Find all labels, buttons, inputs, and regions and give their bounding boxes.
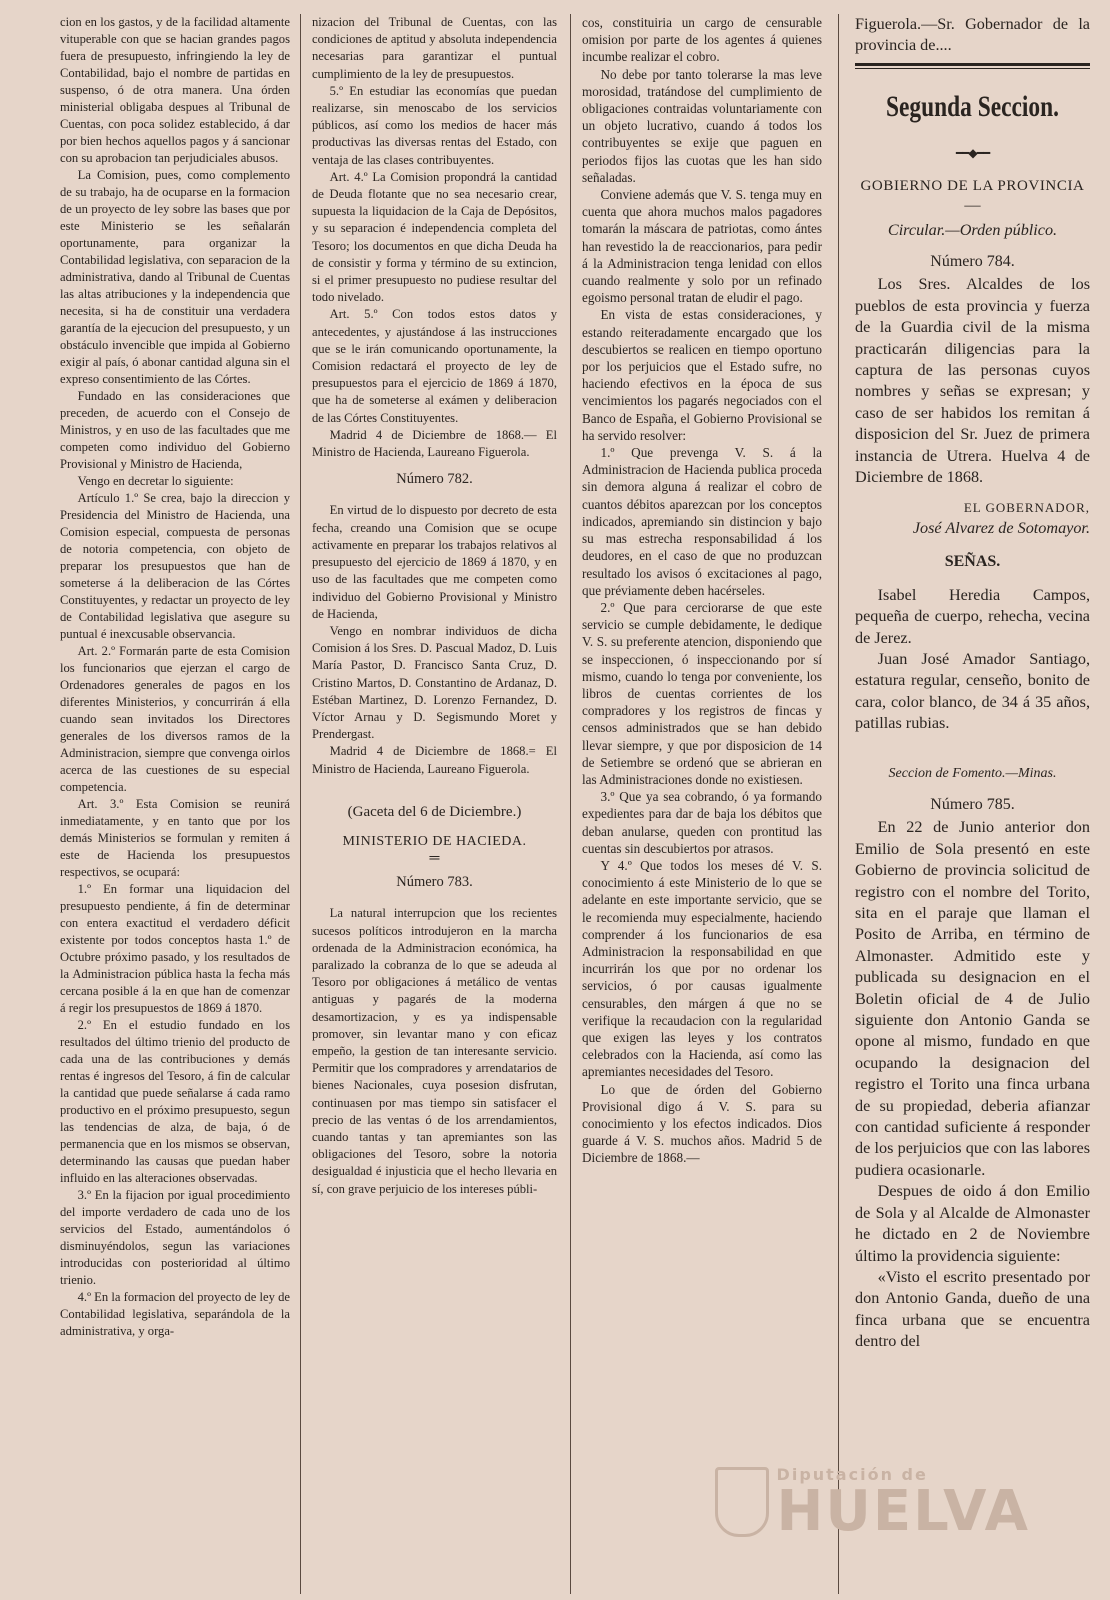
commission-appointment (312, 502, 557, 777)
paragraph: 2.º Que para cerciorarse de que este servicio se cumple debidamente, le dedique V. S. su preferente atencion, disponiendo que se inspeccionen, ó inspeccionando por sí mismo, cuando lo tenga por conveniente, los libros de cuentas corrientes de los compradores y los registros de fincas y censos administrados que se han debido llevar siempre, y que por disposicion de 14 de Setiembre se ordenó que se abrieran en las Administraciones donde no existiesen. (582, 599, 822, 787)
double-rule: ═ (429, 851, 440, 867)
circular-heading: Circular.—Orden público. (887, 220, 1058, 239)
paragraph: Conviene además que V. S. tenga muy en cuenta que ahora muchos malos pagadores tomarán la máscara de patriotas, como ántes han revestido la de reaccionarios, para pedir á la Administracion tenga lenidad con ellos cuando realmente y solo por un refinado egoismo personal tratan de eludir el pago. (582, 187, 822, 306)
column-3 (582, 14, 822, 1167)
paragraph: nizacion del Tribunal de Cuentas, con las condiciones de aptitud y absoluta independencia necesarias para garantizar el puntual cumplimiento de la ley de presupuestos. (312, 15, 557, 81)
paragraph: cos, constituiria un cargo de censurable omision por parte de los agentes á quienes incumbe realizar el cobro. (582, 15, 822, 65)
paragraph: 4.º En la formacion del proyecto de ley de Contabilidad legislativa, separándola de la administrativa, y orga- (60, 1290, 290, 1338)
ornament-divider: ━━◆━━ (955, 145, 990, 160)
column-1 (60, 14, 290, 1340)
paragraph: Los Sres. Alcaldes de los pueblos de esta provincia y fuerza de la Guardia civil de la misma practicarán diligencias para la captura de las personas cuyos nombres y señas se expresan; y caso de ser habidos los remitan á disposicion del Sr. Juez de primera instancia de Utrera. Huelva 4 de Diciembre de 1868. (855, 275, 1090, 487)
signature-line: Figuerola.—Sr. Gobernador de la provincia de.... (855, 15, 1090, 55)
paragraph: Fundado en las consideraciones que preceden, de acuerdo con el Consejo de Ministros, y en uso de las facultades que me competen como individuo del Gobierno Provisional y Ministro de Hacienda, (60, 389, 290, 471)
paragraph: 5.º En estudiar las economías que puedan realizarse, sin menoscabo de los servicios públicos, así como los medios de hacer más productivas las diversas rentas del Estado, con ventaja de las clases contribuyentes. (312, 83, 557, 167)
column-rule (570, 14, 571, 1594)
government-heading: GOBIERNO DE LA PROVINCIA (860, 178, 1085, 195)
mining-notice (855, 817, 1090, 1352)
coat-of-arms-icon (715, 1467, 769, 1537)
paragraph: cion en los gastos, y de la facilidad altamente vituperable con que se hacian grandes pagos fuera de presupuesto, infringiendo la ley de Contabilidad, bajo el nombre de partidas en suspenso, ó de otra manera. Una órden ministerial obligaba despues al Tribunal de Cuentas, con poca solidez establecido, á dar por bien hechos aquellos pagos y á sancionar con su aprobacion tan perjudiciales abusos. (60, 15, 290, 165)
person-descriptions (855, 585, 1090, 735)
paragraph: Lo que de órden del Gobierno Provisional digo á V. S. para su conocimiento y los efectos indicados. Dios guarde á V. S. muchos años. Madrid 5 de Diciembre de 1868.— (582, 1081, 822, 1166)
column-2 (312, 14, 557, 1198)
paragraph: 1.º En formar una liquidacion del presupuesto pendiente, á fin de determinar con entera exactitud el verdadero déficit existente por todos conceptos hasta 1.º de Octubre próximo pasado, y los resultados de la Administracion pública hasta la fecha más cercana posible á la en que han de comenzar á regir los presupuestos de 1869 á 1870. (60, 882, 290, 1015)
paragraph: Madrid 4 de Diciembre de 1868.= El Ministro de Hacienda, Laureano Figuerola. (312, 744, 557, 776)
capture-order (855, 274, 1090, 488)
dash-divider: — (964, 195, 981, 214)
column-4 (855, 14, 1090, 1353)
ministry-heading: MINISTERIO DE HACIEDA. (342, 833, 527, 849)
section-number: Número 782. (396, 471, 473, 488)
paragraph: La natural interrupcion que los recientes sucesos políticos introdujeron en la marcha ordenada de la Administracion económica, ha paralizado la cobranza de lo que se adeuda al Tesoro por obligaciones á metálico de ventas antiguas y pagarés de la moderna desamortizacion, y es ya indispensable promover, sin levantar mano y con eficaz empeño, la gestion de tan interesante servicio. Permitir que los compradores y arrendatarios de bienes Nacionales, cuya posesion disfrutan, continuasen por mas tiempo sin satisfacer el precio de las ventas ó de los arrendamientos, cuando tantas y tan apremiantes son las obligaciones del Tesoro, sobre la notoria desigualdad é injusticia que el hecho llevaria en sí, con grave perjuicio de los intereses públi- (312, 906, 557, 1196)
paragraph: 1.º Que prevenga V. S. á la Administracion de Hacienda publica proceda sin demora alguna á realizar el cobro de cuantos débitos aparezcan por los conceptos indicados, apremiando sin distincion y bajo su mas estrecha responsabilidad á los deudores, en el caso de que no produzcan resultado los avisos ó excitaciones al pago, que préviamente deben hacérseles. (582, 445, 822, 598)
paragraph: Isabel Heredia Campos, pequeña de cuerpo, rehecha, vecina de Jerez. (855, 585, 1090, 647)
paragraph: Art. 5.º Con todos estos datos y antecedentes, y ajustándose á las instrucciones que se le irán comunicando oportunamente, la Comision redactará el proyecto de ley de presupuestos para el ejercicio de 1869 á 1870, que ha de someterse al exámen y deliberacion de las Córtes Constituyentes. (312, 307, 557, 425)
decree-articles (312, 14, 557, 461)
paragraph: Vengo en decretar lo siguiente: (77, 474, 234, 488)
paragraph: Juan José Amador Santiago, estatura regular, censeño, bonito de cara, color blanco, de 34 á 35 años, patillas rubias. (855, 649, 1090, 733)
paragraph: Despues de oido á don Emilio de Sola y al Alcalde de Almonaster he dictado en 2 de Noviembre último la providencia siguiente: (855, 1182, 1090, 1265)
paragraph: Vengo en nombrar individuos de dicha Comision á los Sres. D. Pascual Madoz, D. Luis María Pastor, D. Francisco Santa Cruz, D. Cristino Martos, D. Constantino de Ardanaz, D. Estéban Martinez, D. Lorenzo Fernandez, D. Víctor Arnau y D. Segismundo Moret y Prendergast. (312, 623, 557, 742)
governor-name: José Alvarez de Sotomayor. (912, 518, 1090, 537)
section-number: Número 784. (930, 253, 1015, 271)
paragraph: Art. 4.º La Comision propondrá la cantidad de Deuda flotante que no sea necesario crear, supuesta la liquidacion de la Caja de Depósitos, y su separacion é independencia completa del Tesoro; los documentos en que dicha Deuda ha de consistir y forma y término de su extincion, si el primer presupuesto no pudiese resultar del todo nivelado. (312, 169, 557, 305)
paragraph: Art. 2.º Formarán parte de esta Comision los funcionarios que ejerzan el cargo de Ordenadores generales de pagos en los diferentes Ministerios, y concurrirán á ella cuando sean invitados los Directores generales de los diversos ramos de la Administracion, siempre que convenga oirlos acerca de las cuestiones de su especial competencia. (60, 644, 290, 794)
column-rule (838, 14, 839, 1594)
paragraph: En 22 de Junio anterior don Emilio de Sola presentó en este Gobierno de provincia solicitud de registro con el nombre del Torito, sita en el paraje que llaman el Posito de Arriba, en término de Almonaster. Admitido este y publicada su designacion en el Boletin oficial de 4 de Julio siguiente don Antonio Ganda se opone al mismo, fundado en que ocupando la designacion del registro el Torito una finca urbana de su propiedad, deberia afianzar con cantidad suficiente á responder de los perjuicios que con las labores pudiera ocasionarle. (855, 818, 1090, 1179)
treasury-circular (312, 905, 557, 1197)
section-divider (855, 63, 1090, 69)
gazette-reference: (Gaceta del 6 de Diciembre.) (347, 803, 522, 820)
description-heading: SEÑAS. (944, 553, 1001, 571)
paragraph: No debe por tanto tolerarse la mas leve morosidad, tratándose del cumplimiento de obligaciones contraidas voluntariamente con un objeto lucrativo, cuando á todos los contribuyentes se exije que paguen en periodos fijos las cuotas que les han sido señaladas. (582, 66, 822, 185)
paragraph: «Visto el escrito presentado por don Antonio Ganda, dueño de una finca urbana que se encuentra dentro del (855, 1267, 1090, 1351)
paragraph: Art. 3.º Esta Comision se reunirá inmediatamente, y en tanto que por los demás Ministerios se formulan y remiten á este de Hacienda los presupuestos respectivos, se ocupará: (60, 797, 290, 879)
paragraph: En virtud de lo dispuesto por decreto de esta fecha, creando una Comision que se ocupe activamente en preparar los trabajos relativos al presupuesto del ejercicio de 1869 á 1870, y en uso de las facultades que me competen como individuo del Gobierno Provisional y Ministro de Hacienda, (312, 503, 557, 621)
section-number: Número 783. (396, 874, 473, 891)
paragraph: 3.º En la fijacion por igual procedimiento del importe verdadero de cada uno de los servicios del Estado, aumentándolos ó disminuyéndolos, segun las variaciones introducidas con posterioridad al último trienio. (60, 1188, 290, 1287)
paragraph: 3.º Que ya sea cobrando, ó ya formando expedientes para dar de baja los débitos que deban anularse, queden con prontitud las cuentas sin descubiertos por atrasos. (582, 789, 822, 856)
column-rule (300, 14, 301, 1594)
section-title: Segunda Seccion. (886, 89, 1059, 123)
paragraph: Madrid 4 de Diciembre de 1868.— El Ministro de Hacienda, Laureano Figuerola. (312, 427, 557, 460)
section-number: Número 785. (930, 795, 1015, 813)
paragraph: Artículo 1.º Se crea, bajo la direccion y Presidencia del Ministro de Hacienda, una Comision especial, compuesta de personas de notoria competencia, con objeto de preparar los presupuestos que han de someterse á la deliberacion de las Córtes Constituyentes, y redactar un proyecto de ley de Contabilidad legislativa que asegure su puntual é inexcusable observancia. (60, 491, 290, 641)
paragraph: La Comision, pues, como complemento de su trabajo, ha de ocuparse en la formacion de un proyecto de ley sobre las bases que por este Ministerio se les señalarán oportunamente, para organizar la Contabilidad legislativa, con separacion de la administrativa, dando al Tribunal de Cuentas las altas atribuciones y la independencia que necesita, si ha de constituir una verdadera garantía de la ejecucion del presupuesto, y un obstáculo invencible que impida al Gobierno exigir al país, ó abonar cantidad alguna sin el expreso consentimiento de las Córtes. (60, 168, 290, 386)
paragraph: En vista de estas consideraciones, y estando reiteradamente encargado que los descubiertos se realicen en tiempo oportuno por los perjuicios que el Estado sufre, no haciendo efectivos en la época de sus vencimientos los pagarés negociados con el Banco de España, el Gobierno Provisional se ha servido resolver: (582, 307, 822, 443)
fomento-heading: Seccion de Fomento.—Minas. (888, 765, 1057, 781)
treasury-circular-continued (582, 14, 822, 1167)
watermark-line-1: Diputación de (776, 1465, 928, 1484)
paragraph: 2.º En el estudio fundado en los resultados del último trienio del producto de cada una de las contribuciones y demás rentas é ingresos del Tesoro, á fin de calcular la cantidad que puede señalarse á cada ramo productivo en el próximo presupuesto, segun las tendencias de alza, de baja, ó de permanencia que en los mismos se observan, determinando las causas que puedan haber influido en las alteraciones observadas. (60, 1018, 290, 1185)
decree-body (60, 14, 290, 1340)
paragraph: Y 4.º Que todos los meses dé V. S. conocimiento á este Ministerio de lo que se adelante en este importante servicio, que se le recomienda muy especialmente, haciendo comprender á los funcionarios de esa Administracion la responsabilidad en que incurrirán los que por no ordenar los servicios, ó por causas igualmente censurables, den márgen á que no se verifique la recaudacion con la regularidad que exigen las leyes y los contratos celebrados con la Hacienda, así como las apremiantes necesidades del Tesoro. (582, 857, 822, 1080)
watermark-line-2: HUELVA (776, 1479, 1030, 1544)
archive-watermark (776, 1465, 1030, 1544)
governor-title: EL GOBERNADOR, (963, 499, 1090, 515)
